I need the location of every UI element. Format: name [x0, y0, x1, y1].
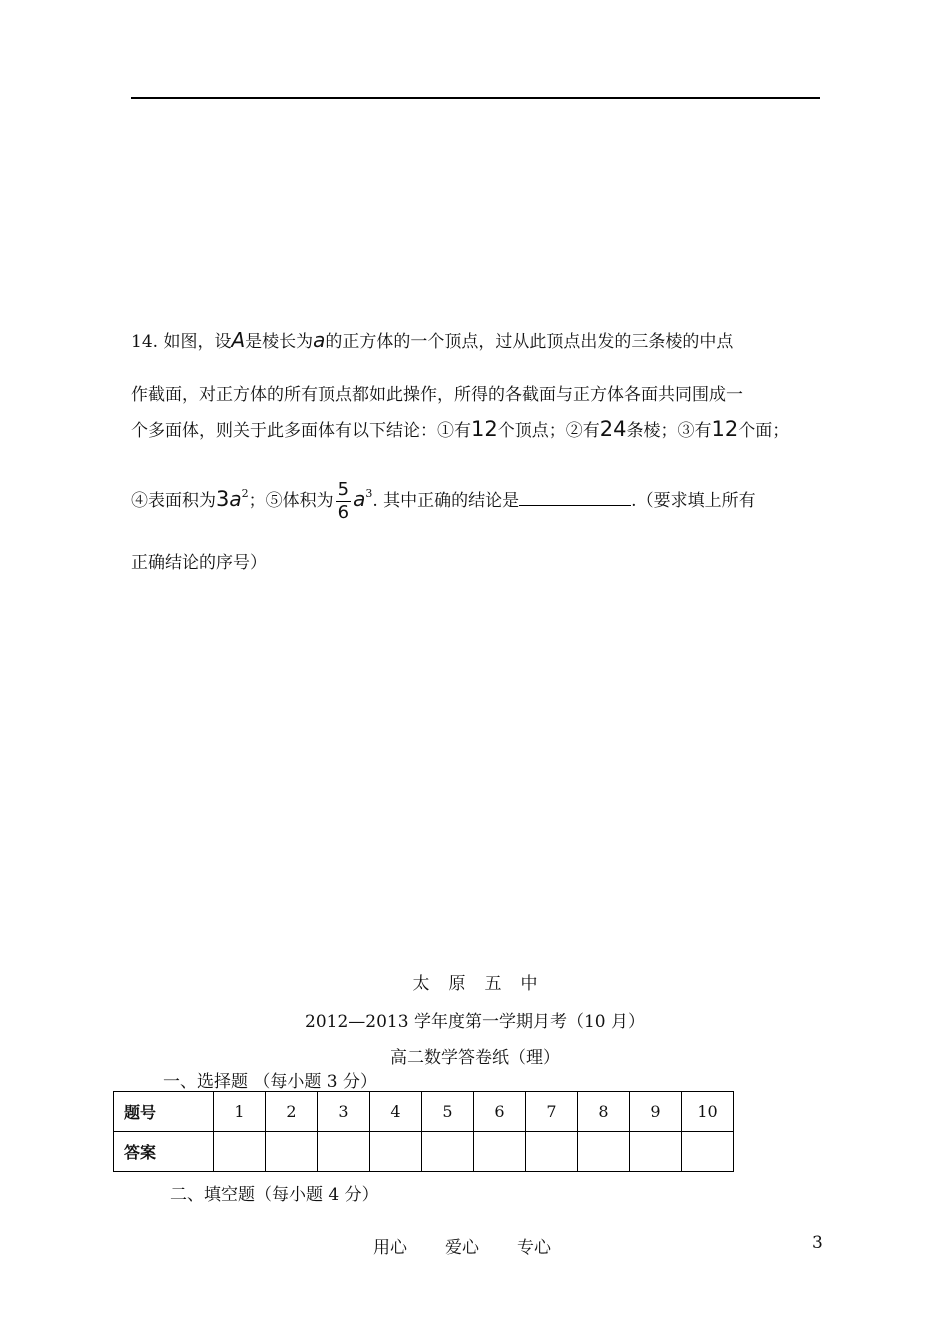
math-a-cubed-base: a	[353, 487, 366, 511]
question-number-cell: 6	[474, 1092, 526, 1132]
fraction-numerator: 5	[337, 479, 350, 500]
table-row	[114, 1132, 734, 1172]
math-12: 12	[471, 417, 498, 441]
fraction-5-6	[336, 479, 351, 524]
question-number-cell: 5	[422, 1092, 474, 1132]
math-exponent-3: 3	[365, 487, 373, 500]
question-text: 条棱；③有	[626, 421, 712, 441]
question-number: 14.	[131, 332, 159, 352]
section-choice-title: 一、选择题 （每小题 3 分）	[163, 1072, 378, 1092]
question-text: 个多面体，则关于此多面体有以下结论：①有	[131, 421, 471, 441]
fraction-denominator: 6	[337, 502, 350, 523]
page-number: 3	[812, 1233, 823, 1253]
answer-cell[interactable]	[682, 1132, 734, 1172]
question-number-cell: 10	[682, 1092, 734, 1132]
math-24: 24	[599, 417, 627, 441]
row-label-number: 题号	[114, 1092, 214, 1132]
motto-item: 爱心	[445, 1238, 479, 1258]
footer-motto	[373, 1233, 589, 1258]
answer-cell[interactable]	[266, 1132, 318, 1172]
answer-cell[interactable]	[318, 1132, 370, 1172]
question-text: 个面；	[738, 421, 790, 441]
answer-blank[interactable]	[519, 491, 631, 506]
section-fill-title: 二、填空题（每小题 4 分）	[170, 1185, 379, 1205]
question-text: 的正方体的一个顶点，过从此顶点出发的三条棱的中点	[325, 332, 734, 352]
math-12b: 12	[711, 417, 739, 441]
question-number-cell: 3	[318, 1092, 370, 1132]
paper-title: 高二数学答卷纸（理）	[390, 1048, 560, 1068]
question-text: 如图，设	[163, 332, 232, 352]
question-text: ④表面积为	[131, 491, 216, 511]
math-3: 3	[216, 487, 230, 511]
row-label-answer: 答案	[114, 1132, 214, 1172]
question-line-1	[131, 327, 733, 352]
question-line-3	[131, 416, 789, 441]
question-text: 是棱长为	[245, 332, 314, 352]
answer-cell[interactable]	[370, 1132, 422, 1172]
question-number-cell: 8	[578, 1092, 630, 1132]
question-text: . 其中正确的结论是	[372, 491, 520, 511]
question-line-4	[131, 479, 756, 524]
table-row	[114, 1092, 734, 1132]
exam-title: 2012—2013 学年度第一学期月考（10 月）	[305, 1012, 645, 1032]
answer-cell[interactable]	[422, 1132, 474, 1172]
question-text: .（要求填上所有	[631, 491, 756, 511]
header-rule	[131, 97, 820, 99]
question-line-2: 作截面，对正方体的所有顶点都如此操作，所得的各截面与正方体各面共同围成一	[131, 385, 743, 405]
question-text: ；⑤体积为	[248, 491, 334, 511]
math-a: a	[313, 328, 326, 352]
answer-cell[interactable]	[630, 1132, 682, 1172]
question-number-cell: 4	[370, 1092, 422, 1132]
school-name: 太原五中	[412, 974, 557, 994]
answer-cell[interactable]	[474, 1132, 526, 1172]
answer-cell[interactable]	[526, 1132, 578, 1172]
math-exponent-2: 2	[241, 487, 249, 500]
question-text: 个顶点；②有	[497, 421, 600, 441]
question-number-cell: 2	[266, 1092, 318, 1132]
math-a-squared-base: a	[229, 487, 242, 511]
question-line-5: 正确结论的序号）	[131, 553, 267, 573]
motto-item: 专心	[517, 1238, 551, 1258]
question-number-cell: 9	[630, 1092, 682, 1132]
answer-cell[interactable]	[214, 1132, 266, 1172]
answer-cell[interactable]	[578, 1132, 630, 1172]
answer-table	[113, 1091, 734, 1172]
motto-item: 用心	[373, 1238, 407, 1258]
question-number-cell: 7	[526, 1092, 578, 1132]
question-number-cell: 1	[214, 1092, 266, 1132]
math-A: A	[231, 328, 246, 352]
